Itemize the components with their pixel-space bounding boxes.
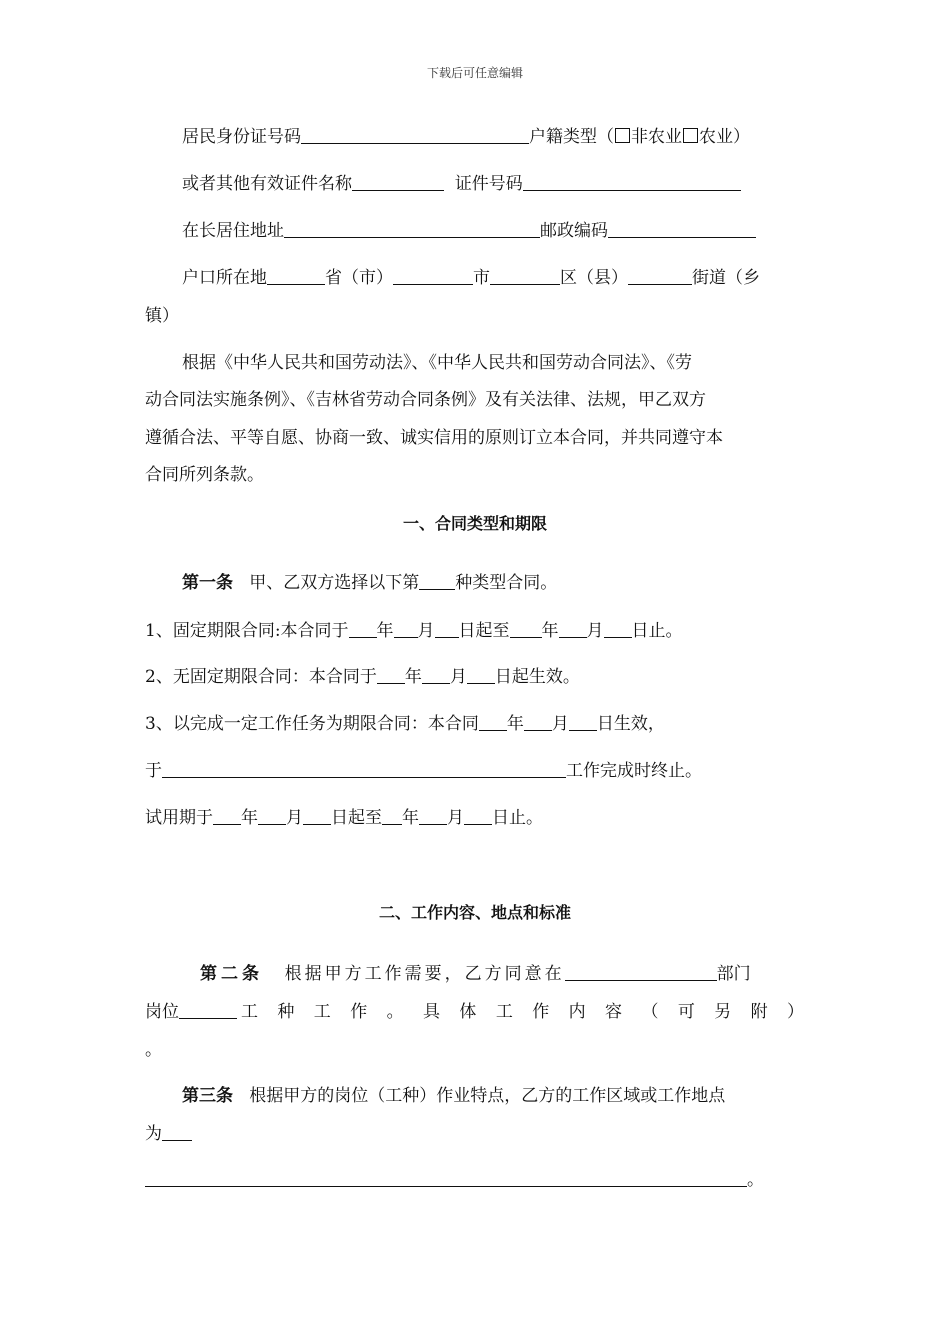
- article-1-line: [182, 571, 557, 595]
- item-1-start-day[interactable]: [435, 620, 459, 638]
- town-label: 镇）: [145, 306, 179, 326]
- preamble-line-1: 根据《中华人民共和国劳动法》、《中华人民共和国劳动合同法》、《劳: [182, 353, 692, 373]
- contract-type-blank[interactable]: [419, 572, 455, 590]
- article-3-text: 根据甲方的岗位（工种）作业特点，乙方的工作区域或工作地点: [249, 1086, 726, 1106]
- article-2-line-1: [200, 962, 751, 986]
- month-label: 月: [586, 621, 604, 641]
- item-1-end-year[interactable]: [510, 620, 542, 638]
- article-2-label: 第二条: [200, 964, 263, 984]
- item-2-day[interactable]: [467, 666, 495, 684]
- article-3-l2-label: 为: [145, 1124, 162, 1144]
- probation-start-day[interactable]: [303, 807, 331, 825]
- item-2-prefix: 2、无固定期限合同：本合同于: [145, 667, 377, 687]
- article-1-text-b: 种类型合同。: [455, 573, 558, 593]
- article-2-text-b: 部门: [716, 964, 751, 984]
- probation-line: [145, 806, 543, 830]
- article-3-label: 第三条: [182, 1086, 233, 1106]
- year-label: 年: [376, 621, 394, 641]
- non-agri-label: 非农业: [631, 127, 682, 147]
- year-label: 年: [402, 808, 419, 828]
- item-2-year[interactable]: [377, 666, 405, 684]
- item-1-start-year[interactable]: [349, 620, 377, 638]
- day-end-label: 日止。: [492, 808, 543, 828]
- article-2-line-3: 。: [145, 1040, 162, 1060]
- non-agri-checkbox[interactable]: [615, 128, 630, 143]
- year-label: 年: [541, 621, 559, 641]
- post-blank[interactable]: [179, 1001, 237, 1019]
- agri-label: 农业）: [699, 127, 750, 147]
- day-from-label: 日起至: [458, 621, 510, 641]
- section-1-title: 一、合同类型和期限: [402, 514, 547, 533]
- item-3-day[interactable]: [569, 713, 597, 731]
- department-blank[interactable]: [565, 963, 717, 981]
- other-id-number-label: 证件号码: [454, 174, 523, 194]
- item-3b-line: [145, 759, 702, 783]
- article-2-l2-text: 工 种 工 作 。 具 体 工 作 内 容 （ 可 另 附 ）: [241, 1002, 812, 1022]
- month-label: 月: [286, 808, 303, 828]
- preamble-line-3: 遵循合法、平等自愿、协商一致、诚实信用的原则订立本合同，并共同遵守本: [145, 428, 723, 448]
- month-label: 月: [449, 667, 467, 687]
- id-number-label: 居民身份证号码: [182, 127, 301, 147]
- id-number-blank[interactable]: [301, 126, 529, 144]
- article-3-end: 。: [747, 1170, 764, 1190]
- preamble-line-2: 动合同法实施条例》、《吉林省劳动合同条例》及有关法律、法规，甲乙双方: [145, 390, 706, 410]
- item-1-prefix: 1、固定期限合同:本合同于: [145, 621, 349, 641]
- article-3-line-2: [145, 1122, 192, 1146]
- item-3-month[interactable]: [524, 713, 552, 731]
- hukou-place-label: 户口所在地: [182, 268, 267, 288]
- month-label: 月: [417, 621, 435, 641]
- work-area-blank-short[interactable]: [162, 1123, 192, 1141]
- item-2-month[interactable]: [422, 666, 450, 684]
- city-label: 市: [473, 268, 490, 288]
- article-1-label: 第一条: [182, 573, 233, 593]
- item-1-start-month[interactable]: [394, 620, 418, 638]
- address-line: [182, 219, 756, 243]
- probation-start-month[interactable]: [258, 807, 286, 825]
- task-blank[interactable]: [162, 760, 566, 778]
- probation-start-year[interactable]: [213, 807, 241, 825]
- article-3-line-1: [182, 1084, 725, 1108]
- other-id-line: [182, 172, 741, 196]
- year-label: 年: [241, 808, 258, 828]
- other-id-label: 或者其他有效证件名称: [182, 174, 352, 194]
- other-id-name-blank[interactable]: [352, 173, 444, 191]
- address-blank[interactable]: [284, 220, 540, 238]
- postcode-label: 邮政编码: [540, 221, 608, 241]
- month-label: 月: [551, 714, 569, 734]
- street-label: 街道（乡: [692, 268, 760, 288]
- hukou-type-label: 户籍类型（: [529, 127, 614, 147]
- probation-end-day[interactable]: [464, 807, 492, 825]
- probation-end-year[interactable]: [382, 807, 402, 825]
- article-3-line-3: [145, 1168, 764, 1192]
- item-1-line: [145, 619, 683, 643]
- item-1-end-day[interactable]: [604, 620, 632, 638]
- city-blank[interactable]: [393, 267, 473, 285]
- month-label: 月: [447, 808, 464, 828]
- article-2-post-label: 岗位: [145, 1002, 179, 1022]
- agri-checkbox[interactable]: [683, 128, 698, 143]
- district-blank[interactable]: [490, 267, 560, 285]
- day-effective-label: 日起生效。: [494, 667, 580, 687]
- year-label: 年: [506, 714, 524, 734]
- page-header: 下载后可任意编辑: [426, 66, 523, 80]
- item-2-line: [145, 665, 580, 689]
- address-label: 在长居住地址: [182, 221, 284, 241]
- province-label: 省（市）: [325, 268, 393, 288]
- item-3-line: [145, 712, 665, 736]
- province-blank[interactable]: [267, 267, 325, 285]
- other-id-number-blank[interactable]: [523, 173, 741, 191]
- district-label: 区（县）: [560, 268, 628, 288]
- item-3b-prefix: 于: [145, 761, 162, 781]
- item-3-prefix: 3、以完成一定工作任务为期限合同：本合同: [145, 714, 479, 734]
- article-2-text-a: 根据甲方工作需要，乙方同意在: [284, 964, 565, 984]
- article-1-text-a: 甲、乙双方选择以下第: [249, 573, 420, 593]
- hukou-place-line: [182, 266, 760, 290]
- section-2-title: 二、工作内容、地点和标准: [378, 903, 571, 922]
- preamble-line-4: 合同所列条款。: [145, 465, 264, 485]
- probation-prefix: 试用期于: [145, 808, 213, 828]
- day-from-label: 日起至: [331, 808, 382, 828]
- item-1-end-month[interactable]: [559, 620, 587, 638]
- item-3-year[interactable]: [479, 713, 507, 731]
- day-effective-label: 日生效，: [596, 714, 665, 734]
- item-3b-suffix: 工作完成时终止。: [566, 761, 702, 781]
- probation-end-month[interactable]: [419, 807, 447, 825]
- work-area-blank-long[interactable]: [145, 1169, 747, 1187]
- postcode-blank[interactable]: [608, 220, 756, 238]
- street-blank[interactable]: [628, 267, 692, 285]
- id-number-line: [182, 125, 750, 149]
- article-2-line-2: [145, 1000, 811, 1024]
- day-end-label: 日止。: [631, 621, 683, 641]
- year-label: 年: [404, 667, 422, 687]
